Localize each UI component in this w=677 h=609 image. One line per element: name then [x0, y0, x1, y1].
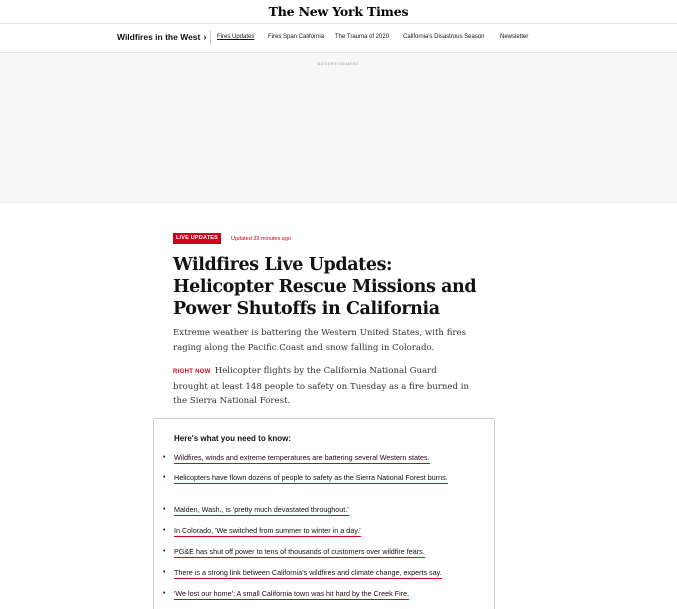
updated-timestamp: Updated 33 minutes ago	[231, 236, 291, 242]
live-updates-badge: LIVE UPDATES	[173, 233, 221, 244]
nav-link-trauma-2020[interactable]: The Trauma of 2020	[335, 34, 390, 40]
briefing-item-link[interactable]: Malden, Wash., is 'pretty much devastated throughout.'	[174, 505, 349, 514]
bullet-icon: •	[163, 590, 166, 597]
briefing-item-link[interactable]: Helicopters have flown dozens of people to safety as the Sierra National Forest burns.	[174, 473, 448, 482]
nav-link-fires-span-california[interactable]: Fires Span California	[268, 34, 325, 40]
right-now-label: RIGHT NOW	[173, 369, 211, 375]
briefing-item-link[interactable]: In Colorado, 'We switched from summer to winter in a day.'	[174, 526, 361, 535]
briefing-item-link[interactable]: There is a strong link between California's wildfires and climate change, experts say.	[174, 568, 442, 577]
section-nav	[0, 24, 677, 53]
masthead	[0, 0, 677, 24]
briefing-item[interactable]	[162, 526, 361, 537]
bullet-icon: •	[163, 569, 166, 576]
nav-link-newsletter[interactable]: Newsletter	[500, 34, 529, 40]
briefing-item-link[interactable]: Wildfires, winds and extreme temperatures are battering several Western states.	[174, 453, 430, 462]
section-title-link[interactable]	[117, 32, 206, 42]
nav-divider	[210, 31, 211, 45]
bullet-icon: •	[163, 548, 166, 555]
briefing-item[interactable]	[162, 505, 349, 516]
briefing-box	[153, 418, 495, 609]
bullet-icon: •	[163, 527, 166, 534]
briefing-item-link[interactable]: 'We lost our home': A small California town was hit hard by the Creek Fire.	[174, 589, 410, 598]
bullet-icon: •	[163, 474, 166, 481]
briefing-title: Here's what you need to know:	[174, 434, 292, 443]
briefing-item[interactable]	[162, 589, 409, 600]
briefing-item-link[interactable]: PG&E has shut off power to tens of thousands of customers over wildfire fears.	[174, 547, 425, 556]
nyt-logo[interactable]: The New York Times	[268, 4, 409, 19]
briefing-item[interactable]	[162, 547, 425, 558]
bullet-icon: •	[163, 506, 166, 513]
advertisement-label: ADVERTISEMENT	[317, 61, 360, 66]
bullet-icon: •	[163, 454, 166, 461]
briefing-item[interactable]	[162, 473, 448, 484]
nav-link-fires-updates[interactable]: Fires Updates	[217, 34, 255, 40]
article-summary: Extreme weather is battering the Western United States, with fires raging along the Pacific Coast and snow falling in Colorado.	[173, 328, 467, 353]
section-title-label: Wildfires in the West	[117, 32, 201, 42]
chevron-right-icon: ›	[203, 32, 207, 42]
right-now-text: Helicopter flights by the California National Guard brought at least 148 people to safety on Tuesday as a fire burned in the Sierra National Forest.	[173, 366, 470, 406]
nav-link-disastrous-season[interactable]: California's Disastrous Season	[403, 34, 485, 40]
article-headline: Wildfires Live Updates: Helicopter Rescue Missions and Power Shutoffs in California	[173, 255, 477, 319]
right-now-paragraph	[173, 364, 473, 409]
advertisement-slot	[0, 53, 677, 203]
briefing-item[interactable]	[162, 453, 430, 464]
briefing-item[interactable]	[162, 568, 442, 579]
